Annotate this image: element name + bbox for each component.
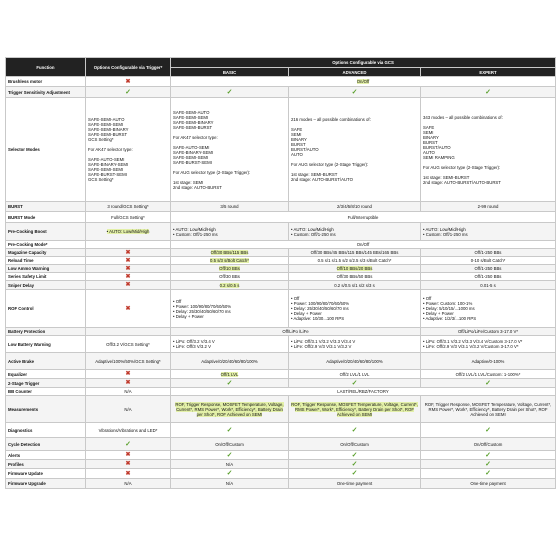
value-cell: SAFE-SEMI-AUTO SAFE-SEMI-SEMI SAFE-SEMI-BINARY SAFE-SEMI-BURST For AK47 selector type: SAFE-AUTO-SEMI SAFE-BINARY-SEMI SAFE-SEMI-SEMI SAFE-BURST-SEMI For AUG selector type (2-Stage Trigger): 1st stage: SEMI 2nd stage: AUTO-BURST bbox=[171, 98, 289, 202]
value-cell: Off/10 BBs bbox=[219, 266, 240, 271]
value-cell: Off/1-250 BBs bbox=[421, 265, 556, 273]
row-profiles bbox=[6, 460, 556, 469]
value-cell: 343 modes – all possible combinations of: SAFE SEMI BINARY BURST BURST/AUTO AUTO SEMI RAMPING For AUG selector type (2-Stage Trigger): 1st stage: SEMI-BURST 2nd stage: AUTO-BURST/AUTO-BURST bbox=[421, 98, 556, 202]
value-cell: Off/30 BBs bbox=[171, 273, 289, 281]
value-cell: 216 modes – all possible combinations of: SAFE SEMI BINARY BURST BURST/AUTO AUTO For AUG selector type (2-Stage Trigger): 1st stage: SEMI-BURST 2nd stage: AUTO-BURST/AUTO bbox=[289, 98, 421, 202]
value-cell: On/Off bbox=[356, 79, 370, 84]
cross-icon: ✖ bbox=[125, 470, 131, 477]
value-cell: 0-10 s/Bolt Catch* bbox=[421, 257, 556, 265]
value-cell: On/Off/Custom bbox=[171, 438, 289, 451]
value-cell: ROF, Trigger Response, MOSFET Temperature, Voltage, Current*, RMS Power*, Work*, Efficiency*, Battery Drain per Shot*, ROF Achieved on SEMI bbox=[291, 401, 418, 417]
feature-name: Diagnostics bbox=[6, 423, 86, 438]
row-burst bbox=[6, 202, 556, 212]
value-cell: • AUTO: Low/Mid/High • Custom: Off/1-250 ms bbox=[289, 223, 421, 241]
row-rof-control bbox=[6, 290, 556, 328]
check-icon: ✓ bbox=[125, 88, 131, 96]
row-low-battery bbox=[6, 336, 556, 353]
value-cell: • LiPo: Off/3.1 V/3.2 V/3.3 V/3.4 V/Custom 3-17.0 V* • LiFe: Off/2.9 V/3 V/3.1 V/3.2 V/Custom 3-17.0 V* bbox=[421, 336, 556, 353]
value-cell: 3/5 round bbox=[171, 202, 289, 212]
value-cell: • LiPo: Off/3.2 V/3.4 V • LiFe: Off/3 V/3.2 V bbox=[171, 336, 289, 353]
value-cell: Off/1 LVL bbox=[220, 371, 239, 377]
feature-name: BURST bbox=[6, 202, 86, 212]
value-cell: 2-99 round bbox=[421, 202, 556, 212]
check-icon: ✓ bbox=[125, 440, 131, 448]
check-icon: ✓ bbox=[351, 379, 358, 387]
value-cell: On/Off bbox=[171, 241, 556, 249]
cross-icon: ✖ bbox=[125, 380, 131, 386]
feature-name: Pre-Cocking Mode* bbox=[6, 241, 86, 249]
row-bb-counter bbox=[6, 388, 556, 396]
feature-name: Profiles bbox=[6, 460, 86, 469]
value-cell: Vibrations/Vibrations and LED* bbox=[86, 423, 171, 438]
value-cell: Off/10 BBs/20 BBs bbox=[336, 266, 373, 271]
value-cell: Off/2 LVL/1 LVL bbox=[289, 370, 421, 379]
row-magazine bbox=[6, 249, 556, 257]
cross-icon: ✖ bbox=[125, 78, 131, 85]
row-firmware-upgrade bbox=[6, 479, 556, 489]
value-cell: Off/LiPo/LiFe/Custom 3-17.0 V* bbox=[421, 328, 556, 336]
feature-name: Active Brake bbox=[6, 353, 86, 370]
cross-icon: ✖ bbox=[125, 371, 131, 377]
value-cell: On/Off/Custom bbox=[421, 438, 556, 451]
value-cell: Off/30 BBs/115 BBs bbox=[210, 250, 249, 255]
value-cell: ROF, Trigger Response, MOSFET Temperature, Voltage, Current*, RMS Power*, Work*, Efficiency*, Battery Drain per Shot*, ROF Achieved on SEMI bbox=[421, 396, 556, 423]
cross-icon: ✖ bbox=[125, 282, 131, 288]
cross-icon: ✖ bbox=[125, 265, 131, 272]
row-battery-protection bbox=[6, 328, 556, 336]
check-icon: ✓ bbox=[226, 451, 233, 459]
row-equalizer bbox=[6, 370, 556, 379]
value-cell: N/A bbox=[171, 460, 289, 469]
value-cell: • Off • Power: 100/90/80/70/60/50% • Delay: 25/30/40/50/60/70 ms • Delay + Power • Adaptive: 10/30...100 RPS bbox=[289, 290, 421, 328]
header-function: Function bbox=[6, 58, 86, 77]
feature-name: Sniper Delay bbox=[6, 281, 86, 290]
check-icon: ✓ bbox=[485, 88, 491, 96]
check-icon: ✓ bbox=[485, 379, 491, 387]
value-cell: N/A bbox=[171, 479, 289, 489]
feature-name: Selector Modes bbox=[6, 98, 86, 202]
check-icon: ✓ bbox=[351, 470, 358, 477]
row-alerts bbox=[6, 451, 556, 460]
value-cell: • AUTO: Low/Mid/High bbox=[106, 229, 150, 234]
value-cell: 0.01-5 s bbox=[421, 281, 556, 290]
value-cell: 0.2 s/0.5 s/1 s/2 s/3 s bbox=[289, 281, 421, 290]
feature-name: Equalizer bbox=[6, 370, 86, 379]
row-cycle-detection bbox=[6, 438, 556, 451]
row-sniper-delay bbox=[6, 281, 556, 290]
check-icon: ✓ bbox=[485, 460, 491, 468]
value-cell: 0.2 s/0.5 s bbox=[219, 282, 240, 288]
row-active-brake bbox=[6, 353, 556, 370]
value-cell: Off/30 BBs/50 BBs bbox=[289, 273, 421, 281]
value-cell: Off/LiPo /LiFe bbox=[171, 328, 421, 336]
value-cell: Off/3.2 V/GCS Setting* bbox=[86, 336, 171, 353]
value-cell: Full/Interruptible bbox=[171, 212, 556, 223]
row-brushless bbox=[6, 77, 556, 87]
value-cell: • LiPo: Off/3.1 V/3.2 V/3.3 V/3.4 V • LiFe: Off/2.9 V/3 V/3.1 V/3.2 V bbox=[289, 336, 421, 353]
value-cell: Full/GCS Setting* bbox=[86, 212, 171, 223]
cross-icon: ✖ bbox=[125, 273, 131, 280]
feature-name: Trigger Sensitivity Adjustment bbox=[6, 87, 86, 98]
row-two-stage bbox=[6, 379, 556, 388]
value-cell: One-time payment bbox=[421, 479, 556, 489]
check-icon: ✓ bbox=[226, 426, 233, 434]
comparison-table bbox=[5, 57, 556, 489]
check-icon: ✓ bbox=[351, 451, 358, 459]
cross-icon: ✖ bbox=[125, 305, 131, 312]
header-advanced: ADVANCED bbox=[289, 68, 421, 77]
value-cell: 3 round/GCS Setting* bbox=[86, 202, 171, 212]
check-icon: ✓ bbox=[485, 470, 491, 477]
check-icon: ✓ bbox=[485, 426, 491, 434]
value-cell: One-time payment bbox=[289, 479, 421, 489]
value-cell: Adaptive/0/20/40/60/80/100% bbox=[289, 353, 421, 370]
feature-name: 2-Stage Trigger bbox=[6, 379, 86, 388]
value-cell: 2/3/4/5/8/10 round bbox=[289, 202, 421, 212]
row-selector-modes bbox=[6, 98, 556, 202]
row-precocking-mode bbox=[6, 241, 556, 249]
feature-name: Brushless motor bbox=[6, 77, 86, 87]
feature-name: Measurements bbox=[6, 396, 86, 423]
cross-icon: ✖ bbox=[125, 257, 131, 264]
value-cell: • AUTO: Low/Mid/High • Custom: Off/1-250 ms bbox=[421, 223, 556, 241]
feature-name: Alerts bbox=[6, 451, 86, 460]
check-icon: ✓ bbox=[351, 460, 358, 468]
row-precocking bbox=[6, 223, 556, 241]
feature-name: Low Ammo Warning bbox=[6, 265, 86, 273]
row-firmware-update bbox=[6, 469, 556, 479]
header-expert: EXPERT bbox=[421, 68, 556, 77]
value-cell: LAST/REL/RBZ/FACTORY bbox=[171, 388, 556, 396]
feature-name: Reload Time bbox=[6, 257, 86, 265]
row-measurements bbox=[6, 396, 556, 423]
cross-icon: ✖ bbox=[125, 452, 131, 458]
cross-icon: ✖ bbox=[125, 461, 131, 467]
value-cell: 0.5 s/1 s/1.5 s/2 s/2.5 s/3 s/Bolt Catch* bbox=[289, 257, 421, 265]
row-series-limit bbox=[6, 273, 556, 281]
feature-name: Low Battery Warning bbox=[6, 336, 86, 353]
comparison-table-container bbox=[5, 57, 555, 489]
value-cell: Off/30 BBs/45 BBs/115 BBs/145 BBs/165 BBs bbox=[289, 249, 421, 257]
row-burst-mode bbox=[6, 212, 556, 223]
value-cell: Adaptive/0-100% bbox=[421, 353, 556, 370]
feature-name: Magazine Capacity bbox=[6, 249, 86, 257]
value-cell: Off/1-250 BBs bbox=[421, 249, 556, 257]
value-cell: N/A bbox=[86, 396, 171, 423]
feature-name: ROF Control bbox=[6, 290, 86, 328]
feature-name: BURST Mode bbox=[6, 212, 86, 223]
row-reload bbox=[6, 257, 556, 265]
value-cell: N/A bbox=[86, 479, 171, 489]
value-cell: N/A bbox=[86, 388, 171, 396]
row-low-ammo bbox=[6, 265, 556, 273]
value-cell: Adaptive/0/20/40/60/80/100% bbox=[171, 353, 289, 370]
header-basic: BASIC bbox=[171, 68, 289, 77]
feature-name: Firmware Update bbox=[6, 469, 86, 479]
header-gcs: Options Configurable via GCS bbox=[171, 58, 556, 68]
check-icon: ✓ bbox=[226, 379, 233, 387]
value-cell: • AUTO: Low/Mid/High • Custom: Off/1-250 ms bbox=[171, 223, 289, 241]
value-cell: Adaptive/100%/50%/GCS Setting* bbox=[86, 353, 171, 370]
value-cell: 0.5 s/3 s/Bolt Catch* bbox=[210, 258, 249, 263]
value-cell: • Off • Power: 100/90/80/70/60/50% • Delay: 25/30/40/50/60/70 ms • Delay + Power bbox=[171, 290, 289, 328]
feature-name: Pre-Cocking Boost bbox=[6, 223, 86, 241]
value-cell: On/Off/Custom bbox=[289, 438, 421, 451]
check-icon: ✓ bbox=[351, 426, 358, 434]
value-cell: Off/1-250 BBs bbox=[421, 273, 556, 281]
cross-icon: ✖ bbox=[125, 249, 131, 256]
feature-name: BB Counter bbox=[6, 388, 86, 396]
check-icon: ✓ bbox=[226, 470, 233, 477]
header-trigger: Options Configurable via Trigger* bbox=[86, 58, 171, 77]
feature-name: Series Safety Limit bbox=[6, 273, 86, 281]
value-cell: Off/2 LVL/1 LVL/Custom: 1-100%* bbox=[421, 370, 556, 379]
value-cell: • Off • Power: Custom: 100-1% • Delay: 5/10/15/...1000 ms • Delay + Power • Adaptive: 1/2/3/...100 RPS bbox=[421, 290, 556, 328]
check-icon: ✓ bbox=[485, 451, 491, 459]
check-icon: ✓ bbox=[226, 88, 233, 96]
feature-name: Cycle Detection bbox=[6, 438, 86, 451]
row-sensitivity bbox=[6, 87, 556, 98]
row-diagnostics bbox=[6, 423, 556, 438]
value-cell: SAFE-SEMI-AUTO SAFE-SEMI-SEMI SAFE-SEMI-BINARY SAFE-SEMI-BURST GCS Setting* For AK47 selector type: SAFE-AUTO-SEMI SAFE-BINARY-SEMI SAFE-SEMI-SEMI SAFE-BURST-SEMI GCS Setting* bbox=[86, 98, 171, 202]
feature-name: Firmware Upgrade bbox=[6, 479, 86, 489]
value-cell: ROF, Trigger Response, MOSFET Temperature, Voltage, Current*, RMS Power*, Work*, Efficiency*, Battery Drain per Shot*, ROF Achieved on SEMI bbox=[175, 401, 284, 417]
feature-name: Battery Protection bbox=[6, 328, 86, 336]
check-icon: ✓ bbox=[351, 88, 358, 96]
